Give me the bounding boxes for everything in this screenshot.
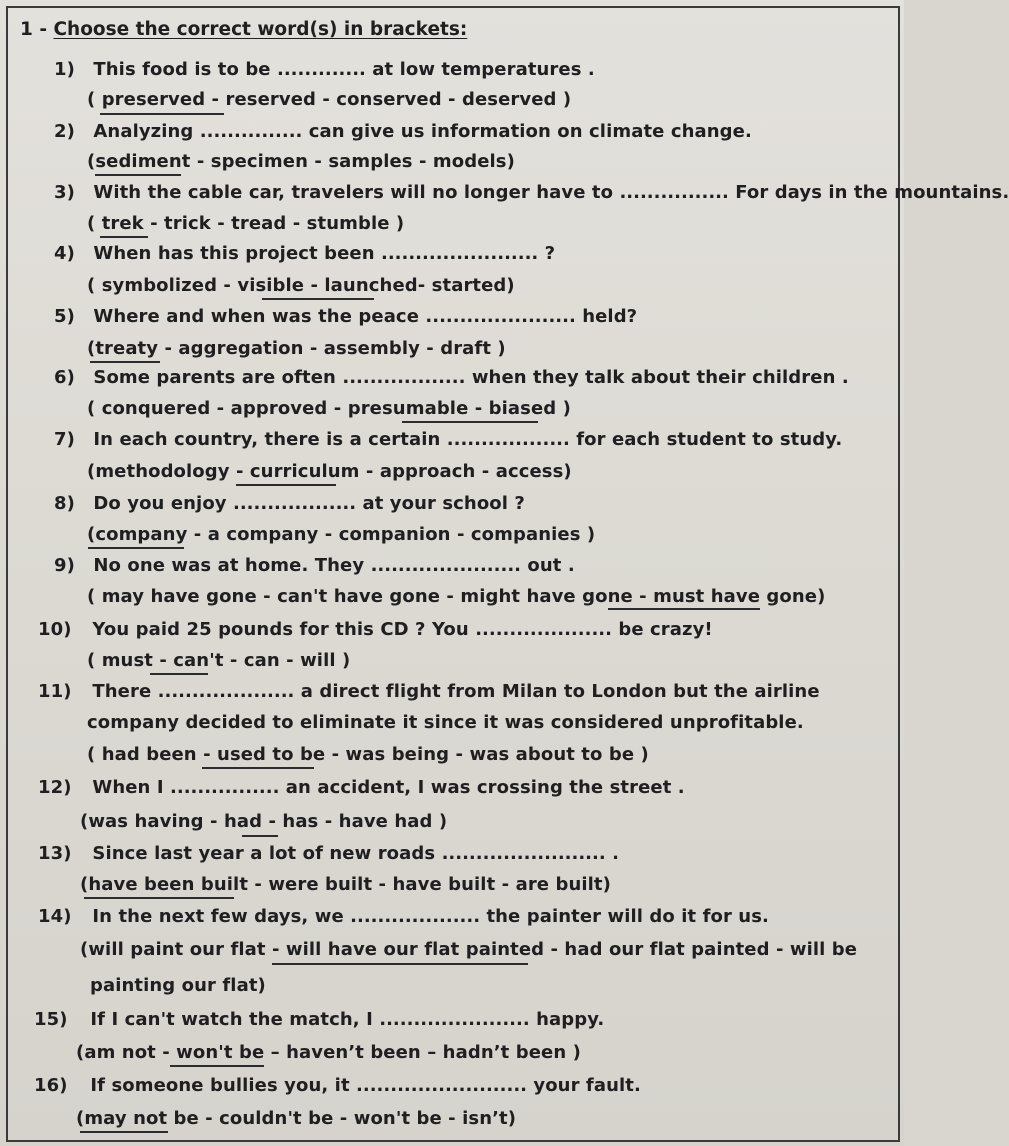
options-5: (treaty - aggregation - assembly - draft ) <box>87 338 506 359</box>
options-4: ( symbolized - visible - launched- started) <box>87 275 515 296</box>
answer-underline <box>262 298 374 300</box>
answer-blank: ......................... <box>356 1075 527 1096</box>
answer-underline <box>608 608 760 610</box>
question-16 <box>34 1075 641 1096</box>
question-6 <box>54 367 849 388</box>
exercise-title: Choose the correct word(s) in brackets: <box>53 19 468 40</box>
options-3: ( trek - trick - tread - stumble ) <box>87 213 405 234</box>
question-13 <box>38 843 619 864</box>
question-14 <box>38 906 769 927</box>
options-12: (was having - had - has - have had ) <box>80 811 448 832</box>
answer-underline <box>95 174 181 176</box>
answer-blank: ...................... <box>379 1009 530 1030</box>
options-1: ( preserved - reserved - conserved - deserved ) <box>87 89 572 110</box>
options-11: ( had been - used to be - was being - was about to be ) <box>87 744 649 765</box>
options-9: ( may have gone - can't have gone - might have gone - must have gone) <box>87 586 826 607</box>
question-text: No one was at home. They <box>93 555 365 576</box>
answer-blank: ............... <box>199 121 303 142</box>
answer-underline <box>88 547 184 549</box>
answer-underline <box>236 484 336 486</box>
answer-blank: ................... <box>350 906 481 927</box>
question-number: 2) <box>54 121 75 142</box>
answer-underline <box>80 1131 168 1133</box>
question-text: out . <box>527 555 575 576</box>
question-text: Since last year a lot of new roads <box>92 843 436 864</box>
answer-blank: ...................... <box>370 555 521 576</box>
question-number: 6) <box>54 367 75 388</box>
question-text: You paid 25 pounds for this CD ? You <box>92 619 469 640</box>
answer-underline <box>170 1065 264 1067</box>
answer-blank: ...................... <box>425 306 576 327</box>
question-text: your fault. <box>533 1075 641 1096</box>
question-12 <box>38 777 685 798</box>
question-11-continuation: company decided to eliminate it since it was considered unprofitable. <box>87 712 804 733</box>
question-number: 13) <box>38 843 72 864</box>
options-14-continuation: painting our flat) <box>90 975 266 996</box>
question-1 <box>54 59 595 80</box>
options-10: ( must - can't - can - will ) <box>87 650 351 671</box>
question-number: 1) <box>54 59 75 80</box>
question-text: . <box>612 843 620 864</box>
answer-underline <box>84 897 234 899</box>
question-text: be crazy! <box>618 619 713 640</box>
answer-blank: .................... <box>475 619 612 640</box>
question-text: can give us information on climate change. <box>308 121 752 142</box>
question-9 <box>54 555 575 576</box>
question-number: 4) <box>54 243 75 264</box>
question-number: 12) <box>38 777 72 798</box>
question-text: For days in the mountains. <box>735 182 1009 203</box>
question-text: This food is to be <box>93 59 271 80</box>
answer-blank: .................. <box>233 493 357 514</box>
answer-blank: ........................ <box>441 843 606 864</box>
question-text: If someone bullies you, it <box>90 1075 350 1096</box>
question-number: 14) <box>38 906 72 927</box>
answer-underline <box>272 963 528 965</box>
question-text: the painter will do it for us. <box>486 906 769 927</box>
question-2 <box>54 121 752 142</box>
options-8: (company - a company - companion - companies ) <box>87 524 596 545</box>
question-text: an accident, I was crossing the street . <box>285 777 685 798</box>
options-13: (have been built - were built - have built - are built) <box>80 874 611 895</box>
answer-underline <box>90 361 160 363</box>
answer-blank: .................. <box>446 429 570 450</box>
question-number: 9) <box>54 555 75 576</box>
exercise-number: 1 - <box>20 19 47 40</box>
answer-blank: ................ <box>619 182 729 203</box>
question-text: at your school ? <box>362 493 525 514</box>
answer-underline <box>242 835 278 837</box>
question-text: at low temperatures . <box>372 59 595 80</box>
question-text: happy. <box>536 1009 605 1030</box>
answer-blank: ................ <box>170 777 280 798</box>
question-3 <box>54 182 1009 203</box>
answer-underline <box>202 767 314 769</box>
answer-underline <box>100 236 148 238</box>
answer-blank: .................. <box>342 367 466 388</box>
question-number: 11) <box>38 681 72 702</box>
question-text: Analyzing <box>93 121 194 142</box>
options-7: (methodology - curriculum - approach - access) <box>87 461 572 482</box>
question-4 <box>54 243 555 264</box>
answer-blank: ............. <box>277 59 366 80</box>
question-number: 8) <box>54 493 75 514</box>
answer-blank: .................... <box>157 681 295 702</box>
options-2: (sediment - specimen - samples - models) <box>87 151 515 172</box>
answer-blank: ....................... <box>380 243 539 264</box>
question-text: If I can't watch the match, I <box>90 1009 373 1030</box>
question-number: 16) <box>34 1075 68 1096</box>
question-text: a direct flight from Milan to London but the airline <box>300 681 820 702</box>
question-10 <box>38 619 713 640</box>
question-text: When has this project been <box>93 243 375 264</box>
question-text: ? <box>544 243 556 264</box>
options-6: ( conquered - approved - presumable - biased ) <box>87 398 571 419</box>
exercise-heading <box>20 19 467 40</box>
options-15: (am not - won't be – haven’t been – hadn’t been ) <box>76 1042 581 1063</box>
question-text: When I <box>92 777 164 798</box>
question-text: Some parents are often <box>93 367 336 388</box>
question-text: Where and when was the peace <box>93 306 420 327</box>
question-number: 3) <box>54 182 75 203</box>
question-number: 7) <box>54 429 75 450</box>
question-number: 5) <box>54 306 75 327</box>
question-5 <box>54 306 637 327</box>
question-number: 15) <box>34 1009 68 1030</box>
question-text: In the next few days, we <box>92 906 344 927</box>
question-text: held? <box>582 306 638 327</box>
question-7 <box>54 429 842 450</box>
question-text: There <box>92 681 152 702</box>
question-text: In each country, there is a certain <box>93 429 441 450</box>
question-number: 10) <box>38 619 72 640</box>
question-text: With the cable car, travelers will no longer have to <box>93 182 614 203</box>
answer-underline <box>150 673 208 675</box>
question-11 <box>38 681 820 702</box>
question-text: when they talk about their children . <box>471 367 849 388</box>
answer-underline <box>100 113 224 115</box>
question-text: for each student to study. <box>576 429 843 450</box>
question-text: Do you enjoy <box>93 493 227 514</box>
question-15 <box>34 1009 604 1030</box>
options-16: (may not be - couldn't be - won't be - isn’t) <box>76 1108 517 1129</box>
question-8 <box>54 493 525 514</box>
answer-underline <box>402 421 538 423</box>
options-14: (will paint our flat - will have our flat painted - had our flat painted - will be <box>80 939 858 960</box>
